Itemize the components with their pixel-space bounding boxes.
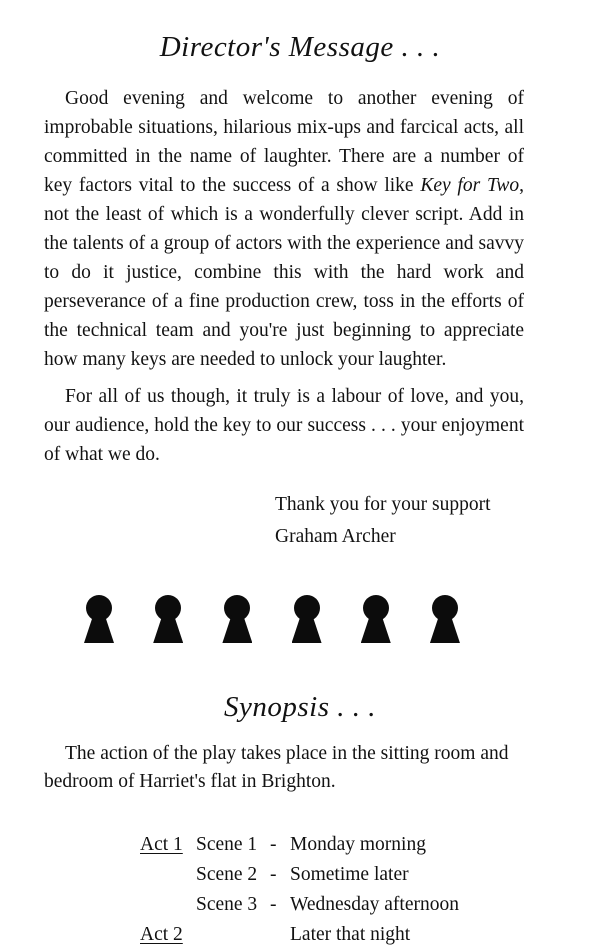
dash-separator [270, 920, 290, 950]
keyhole-icon [361, 595, 391, 643]
keyhole-icon [84, 595, 114, 643]
signoff-thanks: Thank you for your support [275, 494, 491, 515]
scene-time-label: Wednesday afternoon [290, 894, 459, 915]
director-paragraph-1 [44, 84, 524, 374]
scene-label: Scene 3 [196, 894, 258, 915]
act-scene-table [140, 830, 524, 950]
act-label: Act 1 [140, 834, 183, 855]
scene-time-label: Monday morning [290, 834, 426, 855]
signoff-director-name: Graham Archer [275, 526, 396, 547]
keyhole-divider [84, 595, 460, 646]
play-title-key-for-two: Key for Two [420, 175, 520, 196]
director-paragraph-1-text-a: Good evening and welcome to another evening of improbable situations, hilarious mix-ups and farcical acts, all committed in the name of laughter. There are a number of key factors vital to the success of a show like [44, 88, 524, 196]
scene-label [196, 920, 270, 950]
keyhole-icon [292, 595, 322, 643]
dash-separator: - [270, 834, 277, 855]
scene-label: Scene 1 [196, 834, 258, 855]
act-label: Act 2 [140, 924, 183, 945]
act-label [140, 890, 196, 920]
signoff-block [275, 489, 524, 553]
keyhole-icon [153, 595, 183, 643]
scene-time-label: Later that night [290, 924, 411, 945]
synopsis-paragraph: The action of the play takes place in the sitting room and bedroom of Harriet's flat in Brighton. [44, 743, 509, 792]
act-label [140, 860, 196, 890]
director-message-heading: Director's Message . . . [159, 31, 441, 63]
dash-separator: - [270, 864, 277, 885]
director-paragraph-2: For all of us though, it truly is a labour of love, and you, our audience, hold the key to our success . . . your enjoyment of what we do. [44, 386, 524, 465]
synopsis-heading: Synopsis . . . [224, 691, 376, 723]
dash-separator: - [270, 894, 277, 915]
keyhole-icon [222, 595, 252, 643]
keyhole-icon [430, 595, 460, 643]
scene-time-label: Sometime later [290, 864, 409, 885]
director-paragraph-1-text-b: , not the least of which is a wonderfully clever script. Add in the talents of a group of actors with the experience and savvy to do it justice, combine this with the hard work and perseverance of a fine production crew, toss in the efforts of the technical team and you're just beginning to appreciate how many keys are needed to unlock your laughter. [44, 175, 524, 370]
scene-label: Scene 2 [196, 864, 258, 885]
